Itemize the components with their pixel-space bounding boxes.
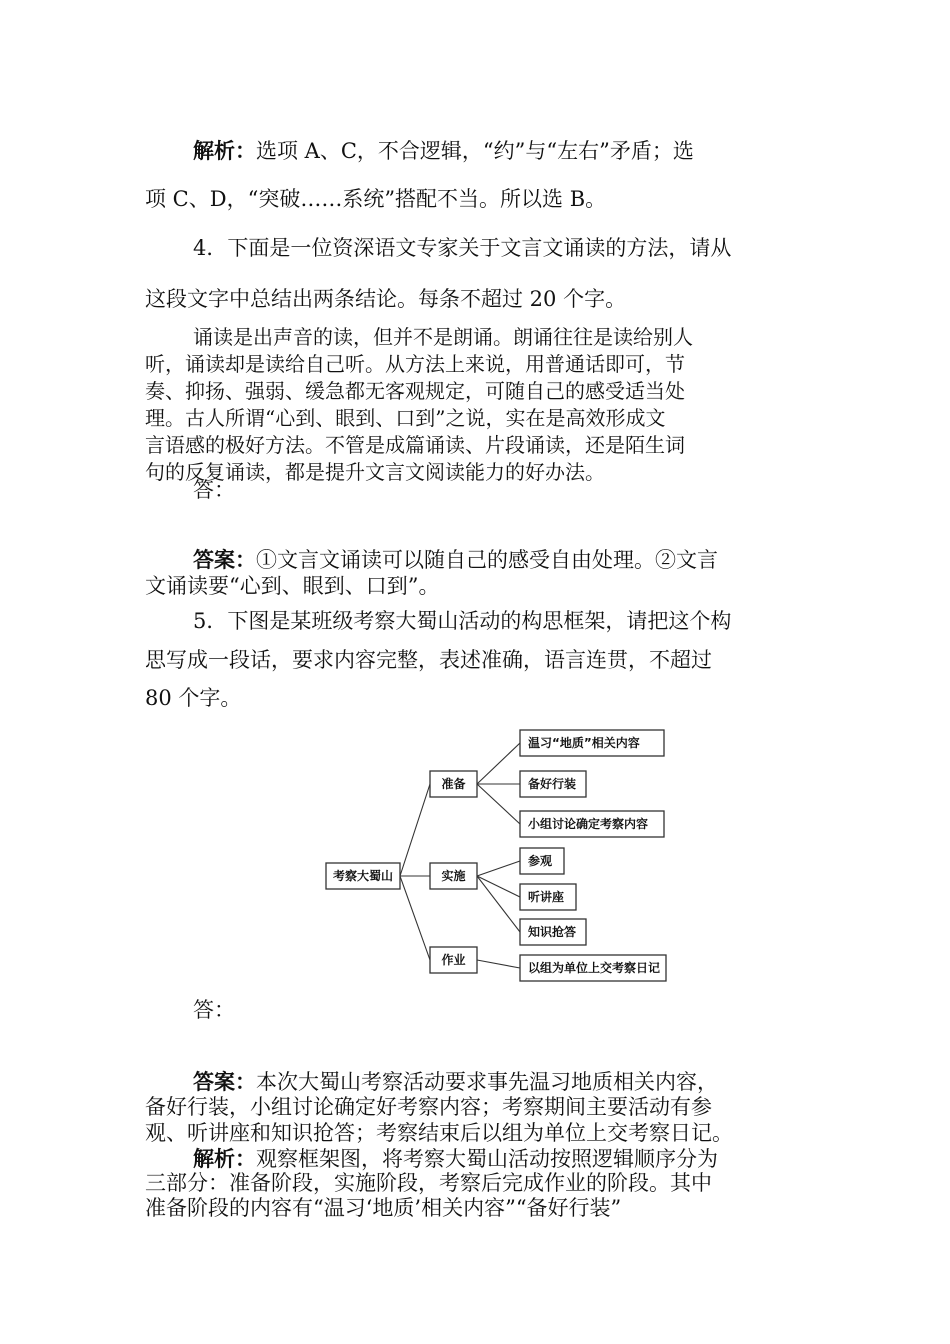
- q4-passage-line: 奏、抑扬、强弱、缓急都无客观规定，可随自己的感受适当处: [145, 379, 685, 403]
- connector: [477, 743, 520, 784]
- answer-label: 答案：: [193, 1069, 256, 1094]
- q4-question-line-2: 这段文字中总结出两条结论。每条不超过 20 个字。: [145, 287, 627, 311]
- q5-answer-prompt: 答：: [193, 998, 235, 1022]
- root-node-label: 考察大蜀山: [332, 869, 394, 883]
- item-node-label: 听讲座: [528, 890, 565, 904]
- stage-node-label: 作业: [441, 953, 466, 967]
- q4-passage-line: 听，诵读却是读给自己听。从方法上来说，用普通话即可，节: [145, 352, 685, 376]
- answer-label: 答案：: [193, 547, 256, 572]
- q4-question-line-1: 4．下面是一位资深语文专家关于文言文诵读的方法，请从: [193, 236, 732, 260]
- item-node-label: 备好行装: [528, 777, 577, 791]
- item-node-label: 以组为单位上交考察日记: [528, 961, 661, 975]
- q4-answer-line-1: 答案：①文言文诵读可以随自己的感受自由处理。②文言: [193, 547, 718, 572]
- connector: [477, 876, 520, 897]
- connector: [477, 876, 520, 932]
- q4-passage-line: 理。古人所谓“心到、眼到、口到”之说，实在是高效形成文: [145, 406, 666, 430]
- q3-analysis-line-2: 项 C、D，“突破……系统”搭配不当。所以选 B。: [145, 187, 607, 211]
- item-node-label: 温习“地质”相关内容: [528, 736, 640, 750]
- q4-answer-line-2: 文诵读要“心到、眼到、口到”。: [145, 574, 440, 598]
- stage-node-label: 准备: [441, 777, 466, 791]
- q5-answer-line: 备好行装，小组讨论确定好考察内容；考察期间主要活动有参: [145, 1095, 712, 1119]
- q5-answer-line-1: 答案：本次大蜀山考察活动要求事先温习地质相关内容，: [193, 1069, 718, 1094]
- q4-passage-line: 句的反复诵读，都是提升文言文阅读能力的好办法。: [145, 460, 605, 484]
- q5-question-line-3: 80 个字。: [145, 686, 242, 710]
- q5-analysis-line: 准备阶段的内容有“温习‘地质’相关内容”“备好行装”: [145, 1196, 622, 1220]
- connector: [477, 784, 520, 824]
- connector: [400, 784, 430, 876]
- connector: [400, 876, 430, 960]
- analysis-label: 解析：: [193, 1146, 256, 1171]
- item-node-label: 知识抢答: [528, 925, 577, 939]
- q5-analysis-line: 三部分：准备阶段，实施阶段，考察后完成作业的阶段。其中: [145, 1171, 712, 1195]
- q3-analysis-line-1: 解析：选项 A、C，不合逻辑，“约”与“左右”矛盾；选: [193, 138, 694, 163]
- connector: [477, 960, 520, 968]
- q4-answer-prompt: 答：: [193, 478, 235, 502]
- item-node-label: 参观: [528, 854, 553, 868]
- q5-question-line-1: 5．下图是某班级考察大蜀山活动的构思框架，请把这个构: [193, 609, 732, 633]
- q5-analysis-line-1: 解析：观察框架图，将考察大蜀山活动按照逻辑顺序分为: [193, 1146, 718, 1171]
- q5-question-line-2: 思写成一段话，要求内容完整，表述准确，语言连贯，不超过: [145, 648, 712, 672]
- q4-passage-line: 诵读是出声音的读，但并不是朗诵。朗诵往往是读给别人: [193, 325, 693, 349]
- item-node-label: 小组讨论确定考察内容: [528, 817, 649, 831]
- analysis-label: 解析：: [193, 138, 256, 163]
- q4-passage-line: 言语感的极好方法。不管是成篇诵读、片段诵读，还是陌生词: [145, 433, 685, 457]
- stage-node-label: 实施: [441, 869, 466, 883]
- q5-answer-line: 观、听讲座和知识抢答；考察结束后以组为单位上交考察日记。: [145, 1121, 733, 1145]
- connector: [477, 861, 520, 876]
